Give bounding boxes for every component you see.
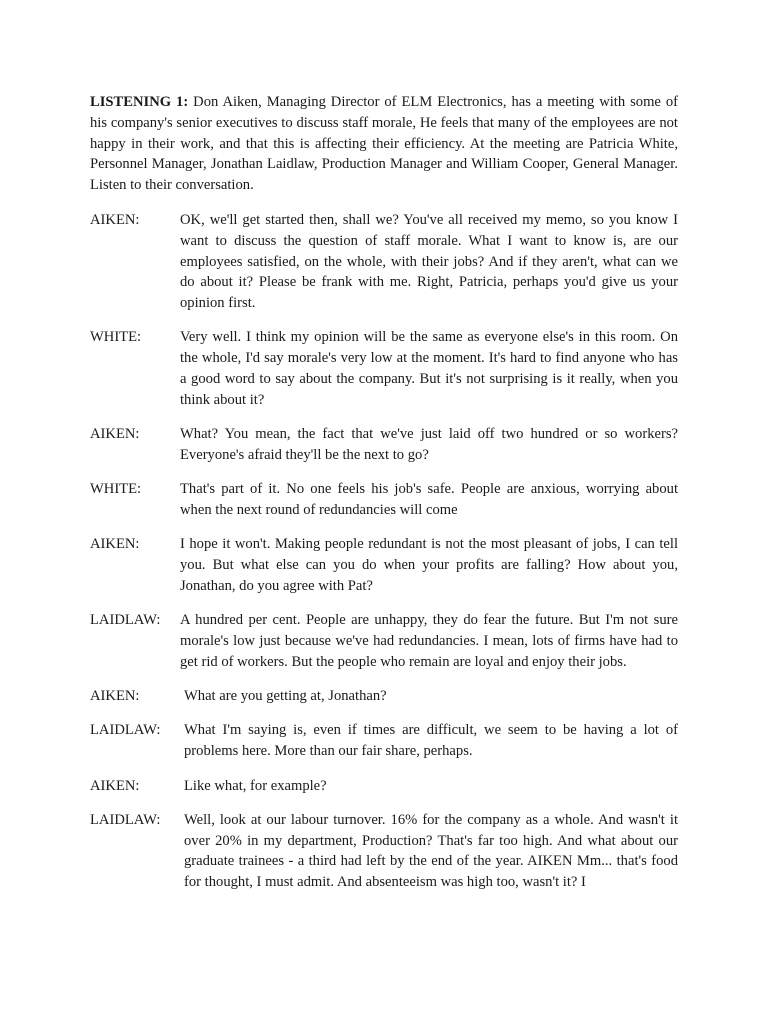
listening-label: LISTENING 1: [90, 94, 189, 110]
speech-text: What are you getting at, Jonathan? [184, 688, 387, 705]
speech-text: Like what, for example? [184, 777, 327, 794]
dialogue-turn [90, 610, 678, 672]
speaker-name: AIKEN: [90, 211, 140, 228]
dialogue-turn [90, 424, 678, 466]
intro-text: Don Aiken, Managing Director of ELM Electronics, has a meeting with some of his company's senior executives to discuss staff morale, He feels that many of the employees are not happy in their work, and that this is affecting their efficiency. At the meeting are Patricia White, Personnel Manager, Jonathan Laidlaw, Production Manager and William Cooper, General Manager. Listen to their conversation. [90, 94, 678, 194]
speech-text: What I'm saying is, even if times are difficult, we seem to be having a lot of problems here. More than our fair share, perhaps. [184, 722, 678, 760]
speech-text: OK, we'll get started then, shall we? You've all received my memo, so you know I want to discuss the question of staff morale. What I want to know is, are our employees satisfied, on the whole, with their jobs? And if they aren't, what can we do about it? Please be frank with me. Right, Patricia, perhaps you'd give us your opinion first. [180, 211, 678, 312]
speaker-name: AIKEN: [90, 688, 140, 705]
speaker-name: AIKEN: [90, 536, 140, 553]
speaker-name: AIKEN: [90, 426, 140, 443]
speaker-name: LAIDLAW: [90, 722, 161, 739]
dialogue-turn [90, 534, 678, 596]
speaker-name: WHITE: [90, 329, 142, 346]
document-page [90, 92, 678, 907]
speech-text: Well, look at our labour turnover. 16% for the company as a whole. And wasn't it over 20% in my department, Production? That's far too high. And what about our graduate trainees - a third had left by the end of the year. AIKEN Mm... that's food for thought, I must admit. And absenteeism was high too, wasn't it? I [184, 811, 678, 891]
speaker-name: LAIDLAW: [90, 612, 161, 629]
speech-text: Very well. I think my opinion will be the same as everyone else's in this room. On the whole, I'd say morale's very low at the moment. It's hard to find anyone who has a good word to say about the company. But it's not surprising is it really, when you think about it? [180, 329, 678, 408]
dialogue-turn [90, 479, 678, 521]
dialogue-turn [90, 776, 678, 797]
dialogue-turn [90, 810, 678, 893]
speech-text: What? You mean, the fact that we've just laid off two hundred or so workers? Everyone's afraid they'll be the next to go? [180, 426, 678, 463]
dialogue-turn [90, 686, 678, 707]
speech-text: A hundred per cent. People are unhappy, they do fear the future. But I'm not sure morale's low just because we've had redundancies. I mean, lots of firms have had to get rid of workers. But the people who remain are loyal and enjoy their jobs. [180, 612, 678, 670]
dialogue-turn [90, 210, 678, 314]
speaker-name: WHITE: [90, 481, 142, 498]
dialogue-turn [90, 327, 678, 410]
speech-text: That's part of it. No one feels his job's safe. People are anxious, worrying about when the next round of redundancies will come [180, 481, 678, 519]
speech-text: I hope it won't. Making people redundant is not the most pleasant of jobs, I can tell you. But what else can you do when your profits are falling? How about you, Jonathan, do you agree with Pat? [180, 536, 678, 594]
speaker-name: LAIDLAW: [90, 811, 161, 828]
intro-paragraph [90, 92, 678, 196]
speaker-name: AIKEN: [90, 777, 140, 794]
dialogue-turn [90, 720, 678, 762]
